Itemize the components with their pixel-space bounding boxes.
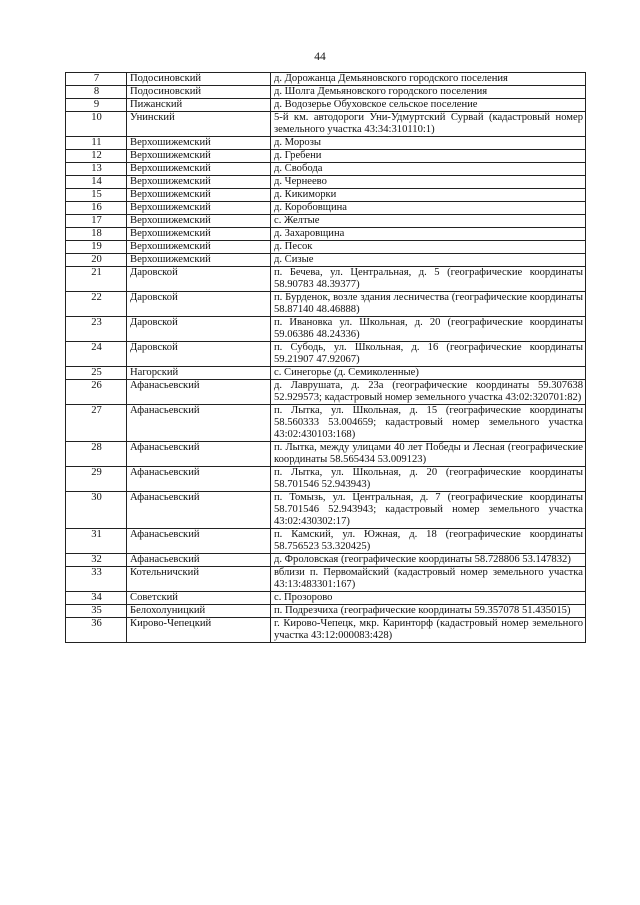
location-cell: д. Фроловская (географические координаты 58.728806 53.147832) (271, 554, 586, 567)
row-number-cell: 14 (66, 176, 127, 189)
district-cell: Афанасьевский (127, 529, 271, 554)
table-row (66, 189, 586, 202)
district-cell: Даровской (127, 317, 271, 342)
location-cell: п. Субодь, ул. Школьная, д. 16 (географические координаты 59.21907 47.92067) (271, 342, 586, 367)
location-cell: п. Ивановка ул. Школьная, д. 20 (географические координаты 59.06386 48.24336) (271, 317, 586, 342)
table-row (66, 317, 586, 342)
table-row (66, 99, 586, 112)
location-cell: п. Лытка, между улицами 40 лет Победы и Лесная (географические координаты 58.565434 53.009123) (271, 442, 586, 467)
table-row (66, 380, 586, 405)
district-cell: Афанасьевский (127, 554, 271, 567)
district-cell: Пижанский (127, 99, 271, 112)
row-number-cell: 18 (66, 228, 127, 241)
location-cell: с. Синегорье (д. Семиколенные) (271, 367, 586, 380)
location-cell: п. Камский, ул. Южная, д. 18 (географические координаты 58.756523 53.320425) (271, 529, 586, 554)
table-row (66, 112, 586, 137)
table-row (66, 228, 586, 241)
table-row (66, 467, 586, 492)
table-row (66, 176, 586, 189)
district-cell: Котельничский (127, 567, 271, 592)
row-number-cell: 19 (66, 241, 127, 254)
district-cell: Унинский (127, 112, 271, 137)
district-cell: Верхошижемский (127, 189, 271, 202)
location-cell: п. Томызь, ул. Центральная, д. 7 (географические координаты 58.701546 52.943943; кадастровый номер земельного участка 43:02:430302:17) (271, 492, 586, 529)
row-number-cell: 30 (66, 492, 127, 529)
table-row (66, 267, 586, 292)
location-cell: д. Морозы (271, 137, 586, 150)
row-number-cell: 16 (66, 202, 127, 215)
table-row (66, 592, 586, 605)
table-row (66, 618, 586, 643)
row-number-cell: 35 (66, 605, 127, 618)
table-row (66, 202, 586, 215)
row-number-cell: 29 (66, 467, 127, 492)
row-number-cell: 12 (66, 150, 127, 163)
table-row (66, 342, 586, 367)
table-row (66, 73, 586, 86)
page-number: 44 (314, 51, 326, 63)
location-cell: д. Кикиморки (271, 189, 586, 202)
row-number-cell: 11 (66, 137, 127, 150)
table-row (66, 86, 586, 99)
row-number-cell: 15 (66, 189, 127, 202)
location-cell: д. Чернеево (271, 176, 586, 189)
district-cell: Даровской (127, 292, 271, 317)
row-number-cell: 9 (66, 99, 127, 112)
location-cell: д. Гребени (271, 150, 586, 163)
district-cell: Верхошижемский (127, 254, 271, 267)
table-row (66, 163, 586, 176)
location-cell: 5-й км. автодороги Уни-Удмуртский Сурвай (кадастровый номер земельного участка 43:34:310110:1) (271, 112, 586, 137)
row-number-cell: 24 (66, 342, 127, 367)
district-cell: Подосиновский (127, 86, 271, 99)
location-cell: с. Желтые (271, 215, 586, 228)
location-cell: с. Прозорово (271, 592, 586, 605)
row-number-cell: 10 (66, 112, 127, 137)
table-row (66, 292, 586, 317)
location-cell: д. Водозерье Обуховское сельское поселение (271, 99, 586, 112)
district-cell: Даровской (127, 342, 271, 367)
district-cell: Верхошижемский (127, 137, 271, 150)
location-cell: д. Шолга Демьяновского городского поселения (271, 86, 586, 99)
row-number-cell: 23 (66, 317, 127, 342)
table-row (66, 137, 586, 150)
table-row (66, 492, 586, 529)
table-row (66, 150, 586, 163)
table-row (66, 241, 586, 254)
district-cell: Нагорский (127, 367, 271, 380)
location-cell: г. Кирово-Чепецк, мкр. Каринторф (кадастровый номер земельного участка 43:12:000083:428) (271, 618, 586, 643)
location-cell: д. Коробовщина (271, 202, 586, 215)
row-number-cell: 20 (66, 254, 127, 267)
location-cell: п. Бурденок, возле здания лесничества (географические координаты 58.87140 48.46888) (271, 292, 586, 317)
row-number-cell: 31 (66, 529, 127, 554)
table-row (66, 554, 586, 567)
row-number-cell: 33 (66, 567, 127, 592)
row-number-cell: 25 (66, 367, 127, 380)
row-number-cell: 13 (66, 163, 127, 176)
table-row (66, 254, 586, 267)
table-row (66, 605, 586, 618)
location-cell: д. Сизые (271, 254, 586, 267)
district-cell: Верхошижемский (127, 150, 271, 163)
row-number-cell: 26 (66, 380, 127, 405)
table-body (66, 73, 586, 643)
location-cell: п. Лытка, ул. Школьная, д. 20 (географические координаты 58.701546 52.943943) (271, 467, 586, 492)
district-cell: Верхошижемский (127, 176, 271, 189)
table-row (66, 367, 586, 380)
row-number-cell: 34 (66, 592, 127, 605)
district-cell: Афанасьевский (127, 442, 271, 467)
district-cell: Верхошижемский (127, 163, 271, 176)
district-cell: Афанасьевский (127, 380, 271, 405)
row-number-cell: 27 (66, 405, 127, 442)
location-cell: д. Захаровщина (271, 228, 586, 241)
district-cell: Подосиновский (127, 73, 271, 86)
district-cell: Афанасьевский (127, 405, 271, 442)
district-cell: Даровской (127, 267, 271, 292)
row-number-cell: 7 (66, 73, 127, 86)
locations-table (65, 72, 586, 643)
table-row (66, 529, 586, 554)
row-number-cell: 22 (66, 292, 127, 317)
location-cell: п. Подрезчиха (географические координаты 59.357078 51.435015) (271, 605, 586, 618)
district-cell: Верхошижемский (127, 228, 271, 241)
table-row (66, 405, 586, 442)
row-number-cell: 36 (66, 618, 127, 643)
location-cell: д. Дорожанца Демьяновского городского поселения (271, 73, 586, 86)
location-cell: п. Бечева, ул. Центральная, д. 5 (географические координаты 58.90783 48.39377) (271, 267, 586, 292)
location-cell: п. Лытка, ул. Школьная, д. 15 (географические координаты 58.560333 53.004659; кадастровый номер земельного участка 43:02:430103:168) (271, 405, 586, 442)
district-cell: Верхошижемский (127, 241, 271, 254)
table-row (66, 215, 586, 228)
district-cell: Афанасьевский (127, 467, 271, 492)
district-cell: Верхошижемский (127, 202, 271, 215)
table-row (66, 442, 586, 467)
row-number-cell: 8 (66, 86, 127, 99)
row-number-cell: 32 (66, 554, 127, 567)
district-cell: Советский (127, 592, 271, 605)
location-cell: д. Лаврушата, д. 23а (географические координаты 59.307638 52.929573; кадастровый номер земельного участка 43:02:320701:82) (271, 380, 586, 405)
district-cell: Верхошижемский (127, 215, 271, 228)
location-cell: д. Песок (271, 241, 586, 254)
row-number-cell: 21 (66, 267, 127, 292)
row-number-cell: 28 (66, 442, 127, 467)
location-cell: д. Свобода (271, 163, 586, 176)
district-cell: Белохолуницкий (127, 605, 271, 618)
location-cell: вблизи п. Первомайский (кадастровый номер земельного участка 43:13:483301:167) (271, 567, 586, 592)
district-cell: Афанасьевский (127, 492, 271, 529)
district-cell: Кирово-Чепецкий (127, 618, 271, 643)
table-row (66, 567, 586, 592)
row-number-cell: 17 (66, 215, 127, 228)
